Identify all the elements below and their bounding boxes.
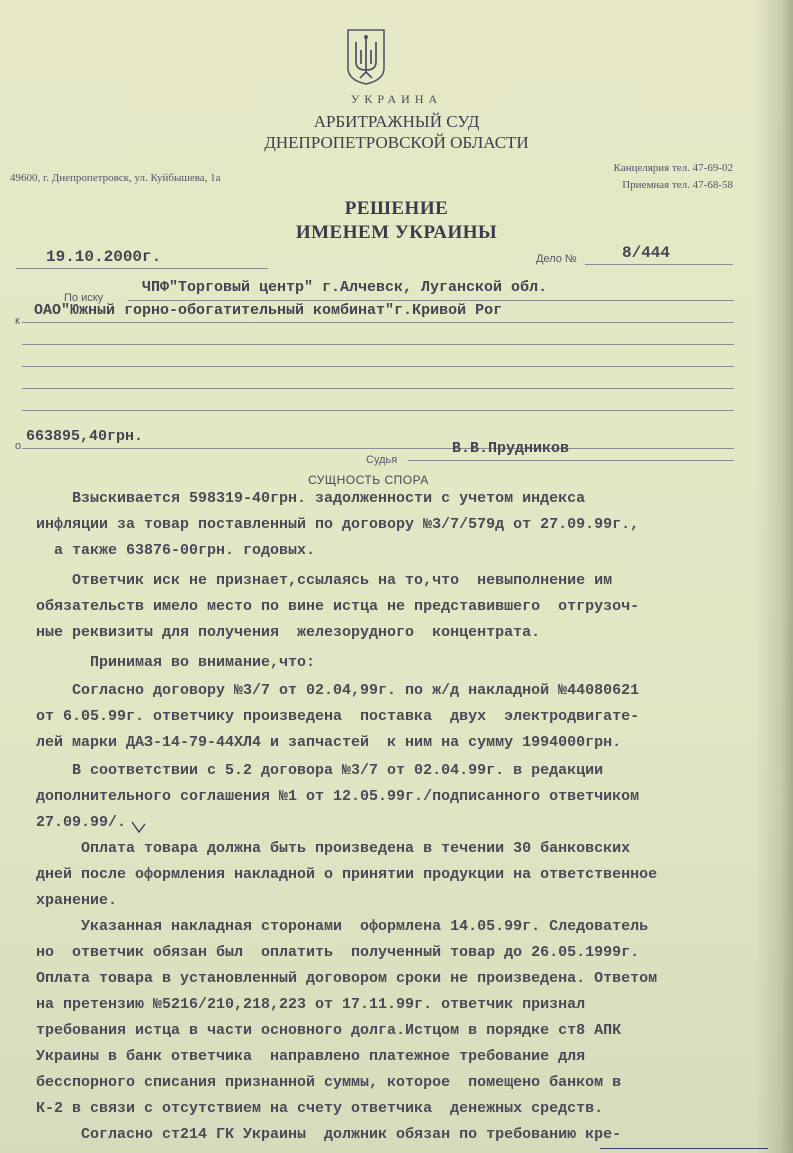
body-line: Согласно договору №3/7 от 02.04,99г. по ж/д накладной №44080621 (36, 682, 640, 699)
body-line: бесспорного списания признанной суммы, которое помещено банком в (36, 1074, 622, 1091)
body-line: а также 63876-00грн. годовых. (36, 542, 316, 559)
body-line: Украины в банк ответчика направлено платежное требование для (36, 1048, 586, 1065)
handwritten-underline (600, 1148, 768, 1149)
document-subtitle: ИМЕНЕМ УКРАИНЫ (295, 222, 498, 243)
body-line: Согласно ст214 ГК Украины должник обязан по требованию кре- (36, 1126, 622, 1143)
body-line: от 6.05.99г. ответчику произведена поставка двух электродвигате- (36, 708, 640, 725)
body-line: требования истца в части основного долга.Истцом в порядке ст8 АПК (36, 1022, 622, 1039)
phone-office: Канцелярия тел. 47-69-02 (613, 162, 733, 174)
judge-underline (408, 460, 734, 461)
amount-underline (22, 448, 734, 449)
body-line: Взыскивается 598319-40грн. задолженности с учетом индекса (36, 490, 586, 507)
body-line: Ответчик иск не признает,ссылаясь на то,что невыполнение им (36, 572, 613, 589)
body-line: лей марки ДАЗ-14-79-44ХЛ4 и запчастей к ним на сумму 1994000грн. (36, 734, 622, 751)
body-line: хранение. (36, 892, 118, 909)
plaintiff-underline (128, 300, 734, 301)
body-line: 27.09.99/. (36, 814, 127, 831)
decision-body (36, 490, 776, 1143)
body-line: Указанная накладная сторонами оформлена 14.05.99г. Следователь (36, 918, 649, 935)
body-line: Оплата товара должна быть произведена в течении 30 банковских (36, 840, 631, 857)
body-line: на претензию №5216/210,218,223 от 17.11.99г. ответчик признал (36, 996, 586, 1013)
document-title: РЕШЕНИЕ (344, 198, 449, 219)
blank-line (22, 366, 734, 367)
country-name: УКРАИНА (350, 92, 443, 106)
body-line: К-2 в связи с отсутствием на счету ответчика денежных средств. (36, 1100, 604, 1117)
decision-date: 19.10.2000г. (46, 248, 162, 266)
case-number-label: Дело № (536, 253, 577, 265)
plaintiff-label: По иску (64, 292, 104, 304)
body-line: Оплата товара в установленный договором сроки не произведена. Ответом (36, 970, 658, 987)
case-number: 8/444 (622, 244, 671, 262)
plaintiff-name: ЧПФ"Торговый центр" г.Алчевск, Луганской обл. (142, 279, 548, 296)
body-line: дополнительного соглашения №1 от 12.05.99г./подписанного ответчиком (36, 788, 640, 805)
judge-name: В.В.Прудников (452, 440, 570, 457)
amount-prefix: о (15, 440, 22, 452)
court-name-line1: АРБИТРАЖНЫЙ СУД (313, 112, 480, 131)
defendant-underline (22, 322, 734, 323)
court-phones (614, 160, 733, 194)
trident-icon (344, 28, 388, 86)
blank-line (22, 344, 734, 345)
claim-amount: 663895,40грн. (26, 428, 144, 445)
body-line: В соответствии с 5.2 договора №3/7 от 02.04.99г. в редакции (36, 762, 604, 779)
blank-line (22, 410, 734, 411)
court-address: 49600, г. Днепропетровск, ул. Куйбышева, 1а (10, 172, 221, 184)
body-line: дней после оформления накладной о принятии продукции на ответственное (36, 866, 658, 883)
judge-label: Судья (366, 454, 398, 466)
body-line: но ответчик обязан был оплатить полученный товар до 26.05.1999г. (36, 944, 640, 961)
defendant-name: ОАО"Южный горно-обогатительный комбинат"г.Кривой Рог (34, 302, 503, 319)
case-number-underline (585, 264, 733, 265)
court-name-line2: ДНЕПРОПЕТРОВСКОЙ ОБЛАСТИ (264, 133, 529, 152)
body-line: инфляции за товар поставленный по договору №3/7/579д от 27.09.99г., (36, 516, 640, 533)
pen-mark (130, 818, 148, 836)
body-line: обязательств имело место по вине истца не представившего отгрузоч- (36, 598, 640, 615)
section-title: СУЩНОСТЬ СПОРА (308, 473, 429, 487)
phone-reception: Приемная тел. 47-68-58 (622, 179, 733, 191)
body-line: Принимая во внимание,что: (36, 654, 316, 671)
blank-line (22, 388, 734, 389)
body-line: ные реквизиты для получения железорудного концентрата. (36, 624, 541, 641)
date-underline (16, 268, 268, 269)
defendant-prefix: к (15, 315, 20, 327)
